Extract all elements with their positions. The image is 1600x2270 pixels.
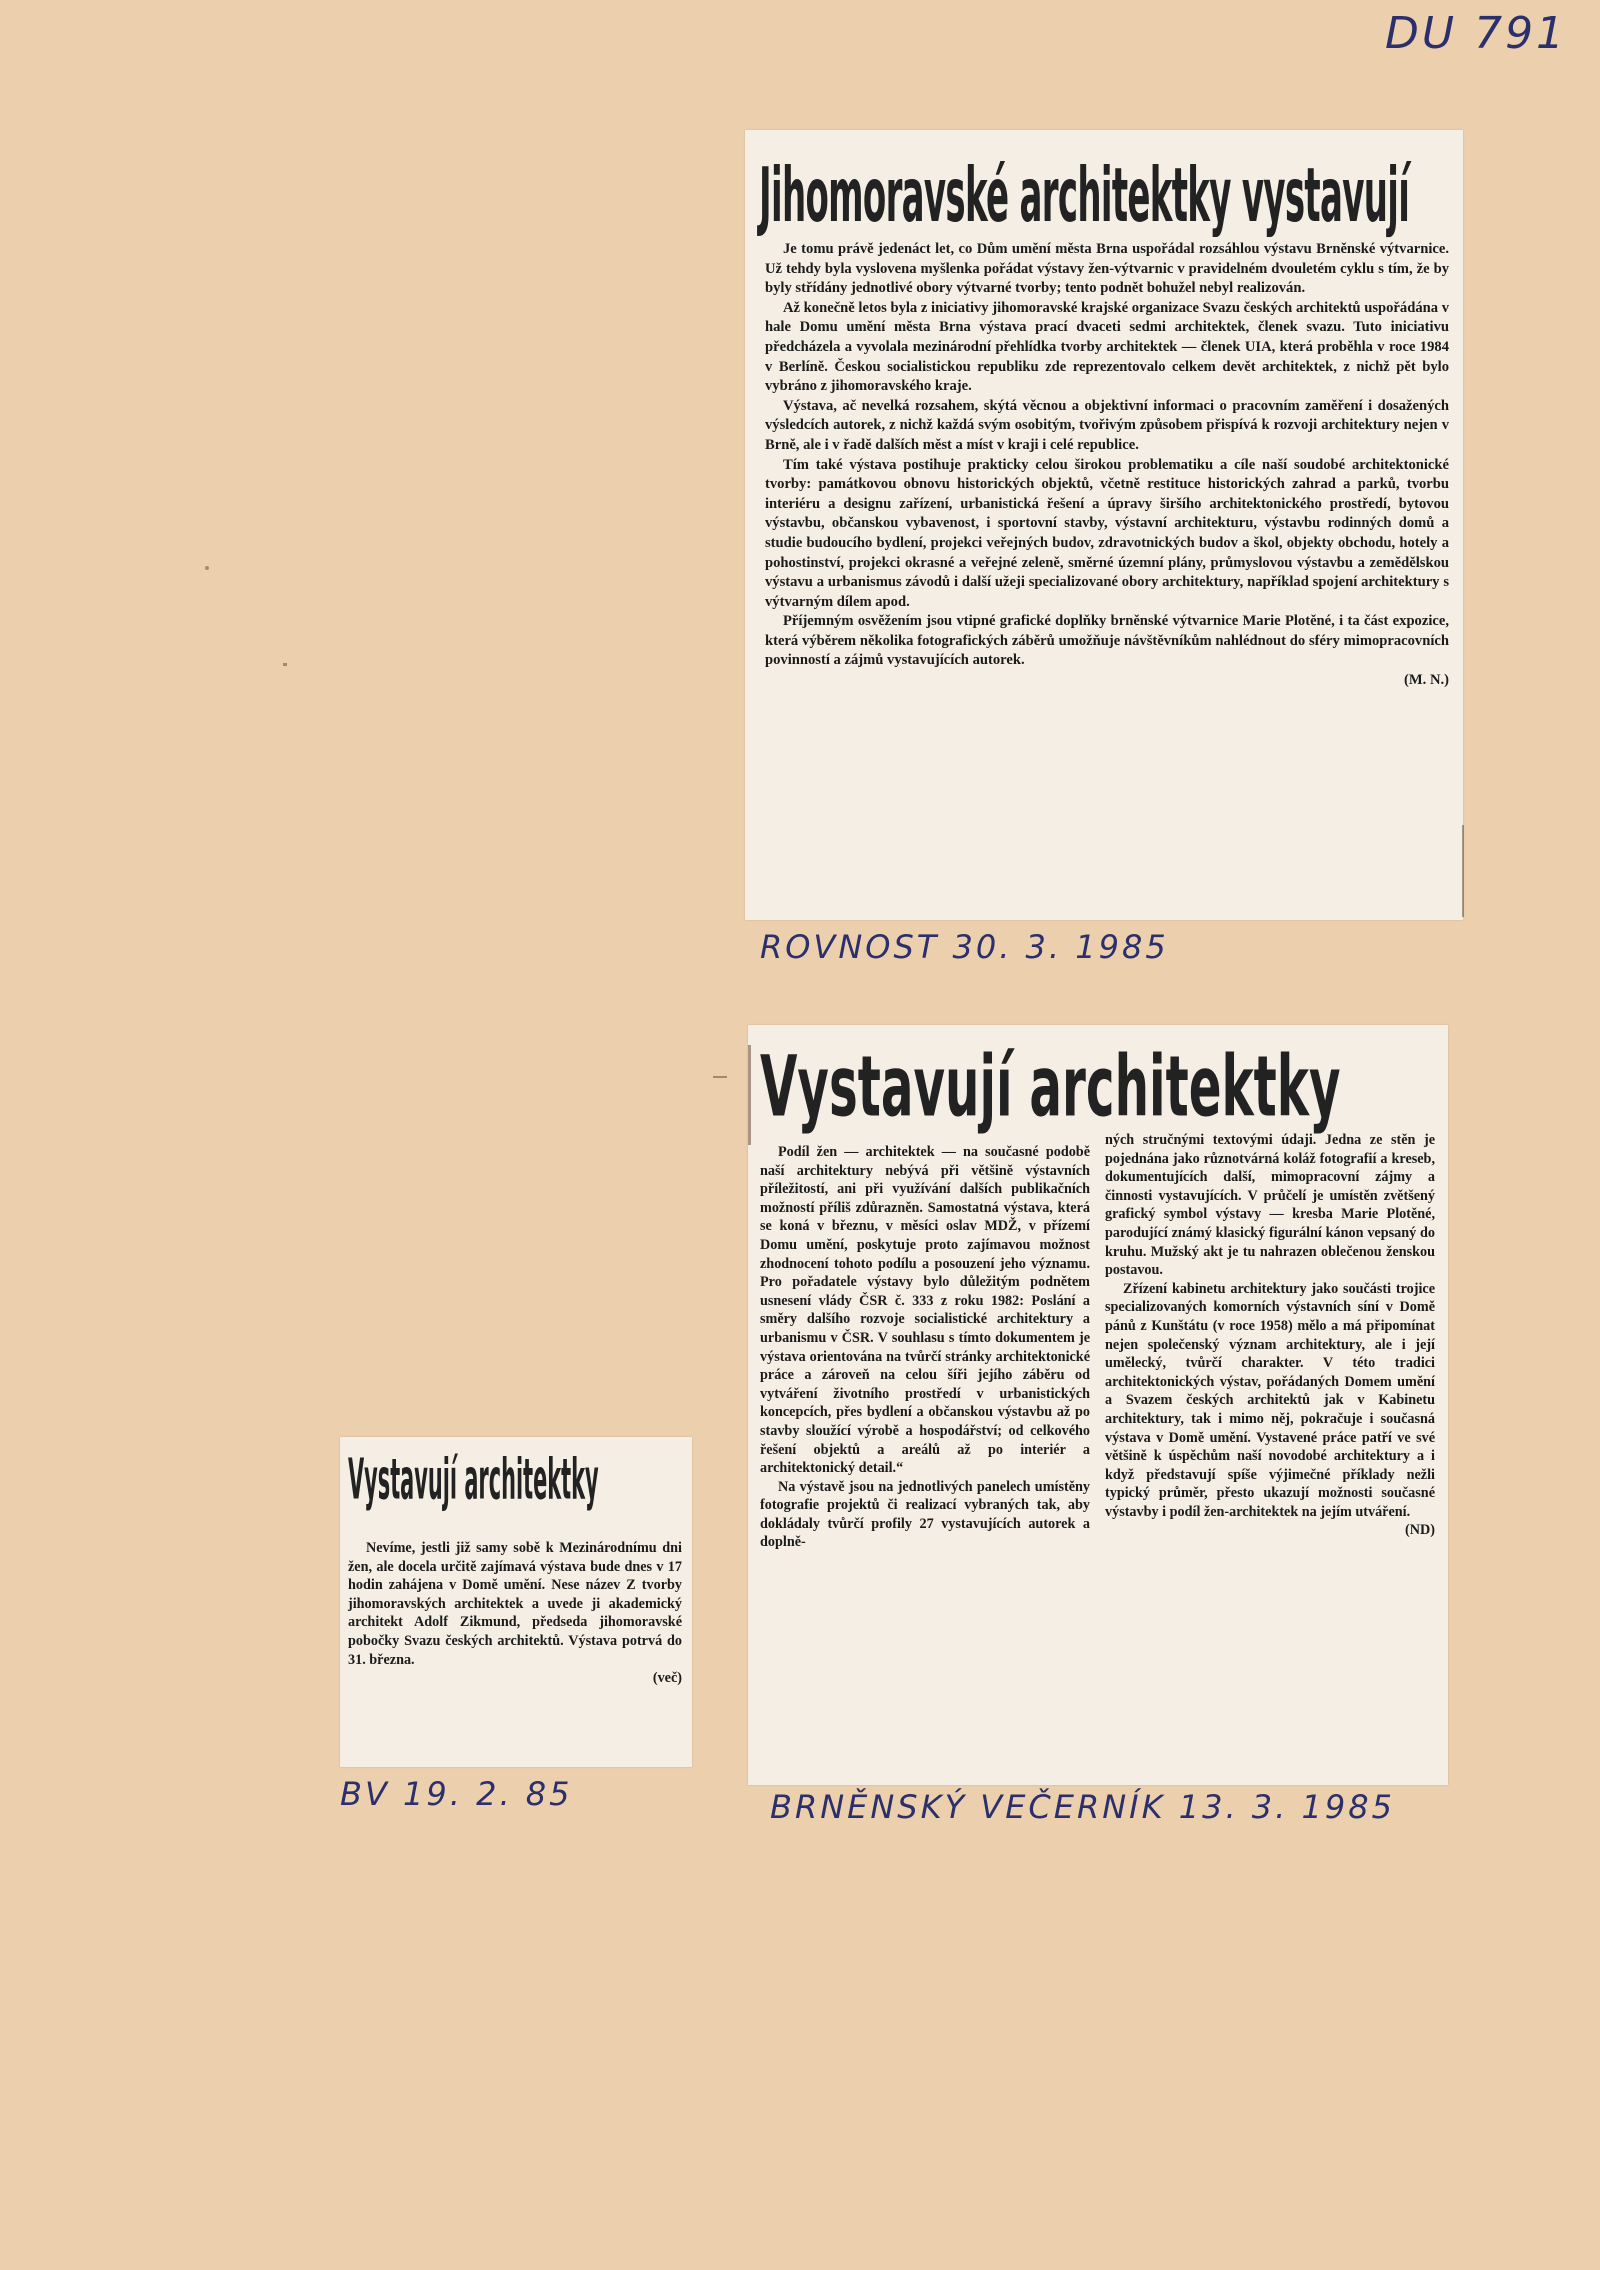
paragraph: Výstava, ač nevelká rozsahem, skýtá věcnou a objektivní informaci o pracovním zaměření i dosažených výsledcích autorek, z nichž každá svým osobitým, tvořivým způsobem přispívá k rozvoji architektury nejen v Brně, ale i v řadě dalších měst a míst v kraji i celé republice.	[765, 397, 1449, 453]
clipping-bv-headline: Vystavují architektky	[348, 1449, 599, 1513]
paragraph: ných stručnými textovými údaji. Jedna ze stěn je pojednána jako různotvárná koláž fotografií a kreseb, dokumentujících další, mimopracovní zájmy a činnosti vystavujících. V průčelí je umístěn zvětšený grafický symbol výstavy — kresba Marie Plotěné, parodující známý klasický figurální kánon vepsaný do kruhu. Mužský akt je tu nahrazen oblečenou ženskou postavou.	[1105, 1132, 1435, 1279]
paragraph: Až konečně letos byla z iniciativy jihomoravské krajské organizace Svazu českých architektů uspořádána v hale Domu umění města Brna výstava prací dvaceti sedmi architektek, členek svazu. Tuto iniciativu předcházela a vyvolala mezinárodní přehlídka tvorby architektek — členek UIA, která proběhla v roce 1984 v Berlíně. Českou socialistickou republiku zde reprezentovalo celkem devět architektek, z nichž pět bylo vybráno z jihomoravského kraje.	[765, 299, 1449, 395]
clipping-rovnost-body	[765, 240, 1449, 691]
clipping-vecernik-col1	[760, 1143, 1090, 1552]
paragraph: Příjemným osvěžením jsou vtipné grafické doplňky brněnské výtvarnice Marie Plotěné, i ta část expozice, která výběrem několika fotografických záběrů umožňuje návštěvníkům nahlédnout do sféry mimopracovních povinností a zájmů vystavujících autorek.	[765, 613, 1449, 669]
source-note-rovnost: ROVNOST 30. 3. 1985	[760, 928, 1169, 966]
column-rule	[748, 1045, 751, 1145]
clipping-rovnost	[745, 130, 1463, 920]
source-note-vecernik: BRNĚNSKÝ VEČERNÍK 13. 3. 1985	[770, 1788, 1395, 1826]
clipping-vecernik-col2	[1105, 1131, 1435, 1540]
paper-speck	[205, 566, 209, 570]
signature: (več)	[652, 1670, 682, 1687]
clipping-bv-body	[348, 1539, 682, 1688]
signature: (M. N.)	[1404, 672, 1449, 689]
archive-number: DU 791	[1385, 8, 1568, 59]
clipping-bv	[340, 1437, 692, 1767]
clipping-brnensky-vecernik	[748, 1025, 1448, 1785]
paper-speck	[283, 663, 287, 666]
paragraph: Nevíme, jestli již samy sobě k Mezinárodnímu dni žen, ale docela určitě zajímavá výstava bude dnes v 17 hodin zahájena v Domě umění. Nese název Z tvorby jihomoravských architektek a uvede ji akademický architekt Adolf Zikmund, předseda jihomoravské pobočky Svazu českých architektů. Výstava potrvá do 31. března.	[348, 1540, 682, 1668]
paragraph: Tím také výstava postihuje prakticky celou širokou problematiku a cíle naší soudobé architektonické tvorby: památkovou obnovu historických objektů, včetně restituce historických zahrad a parků, tvorbu interiéru a designu zařízení, urbanistická řešení a úpravy širšího architektonického prostředí, bytovou výstavbu, občanskou vybavenost, i sportovní stavby, výstavní architekturu, výstavbu rodinných domů a studie budoucího bydlení, projekci veřejných budov, zdravotnických budov a škol, objekty obchodu, hotely a pohostinství, projekci okrasné a veřejné zeleně, směrné územní plány, průmyslovou výstavbu a zemědělskou výstavu a urbanismus závodů i další užeji specializované obory architektury, například spojení architektury s výtvarným dílem apod.	[765, 456, 1449, 610]
paper-speck	[713, 1076, 727, 1078]
source-note-bv: BV 19. 2. 85	[340, 1775, 573, 1813]
paragraph: Je tomu právě jedenáct let, co Dům umění města Brna uspořádal rozsáhlou výstavu Brněnské výtvarnice. Už tehdy byla vyslovena myšlenka pořádat výstavy žen-výtvarnic v pravidelném dvouletém cyklu s tím, že by byly střídány jednotlivé obory výtvarné tvorby; tento podnět bohužel nebyl realizován.	[765, 241, 1449, 297]
column-rule	[1462, 825, 1464, 917]
paragraph: Zřízení kabinetu architektury jako součásti trojice specializovaných komorních výstavních síní v Domě pánů z Kunštátu (v roce 1958) mělo a má připomínat nejen společenský význam architektury, ale i její umělecký, tvůrčí charakter. V této tradici architektonických výstav, pořádaných Domem umění a Svazem českých architektů jak v Kabinetu architektury, tak i mimo něj, pokračuje i současná výstava v Domě umění. Vystavené práce patří ve své většině k úspěchům naší novodobé architektury a i když představují spíše výjimečné příklady nežli typický průměr, přesto ukazují možnosti současné výstavby i podíl žen-architektek na jejím utváření.	[1105, 1280, 1435, 1520]
clipping-rovnost-headline: Jihomoravské architektky vystavují	[759, 152, 1410, 239]
paragraph: Na výstavě jsou na jednotlivých panelech umístěny fotografie projektů či realizací vybraných tak, aby dokládaly tvůrčí profily 27 vystavujících autorek a doplně-	[760, 1478, 1090, 1551]
paragraph: Podíl žen — architektek — na současné podobě naší architektury nebývá při většině výstavních příležitostí, ani při využívání dalších publikačních možností příliš zdůrazněn. Samostatná výstava, která se koná v březnu, v měsíci oslav MDŽ, v přízemí Domu umění, poskytuje proto zajímavou možnost zhodnocení tohoto podílu a posouzení jeho významu. Pro pořadatele výstavy bylo důležitým podnětem usnesení vlády ČSR č. 333 z roku 1982: Poslání a směry dalšího rozvoje socialistické architektury a urbanismu v ČSR. V souhlasu s tímto dokumentem je výstava orientována na tvůrčí stránky architektonické práce a zároveň na celou šíři jejího záběru od vytváření životního prostředí v urbanistických koncepcích, přes bydlení a občanskou výstavbu až po stavby sloužící výrobě a hospodářství; od celkového řešení objektů a areálů až po interiér a architektonický detail.“	[760, 1144, 1090, 1477]
clipping-vecernik-headline: Vystavují architektky	[760, 1037, 1341, 1136]
signature: (ND)	[1405, 1522, 1435, 1539]
